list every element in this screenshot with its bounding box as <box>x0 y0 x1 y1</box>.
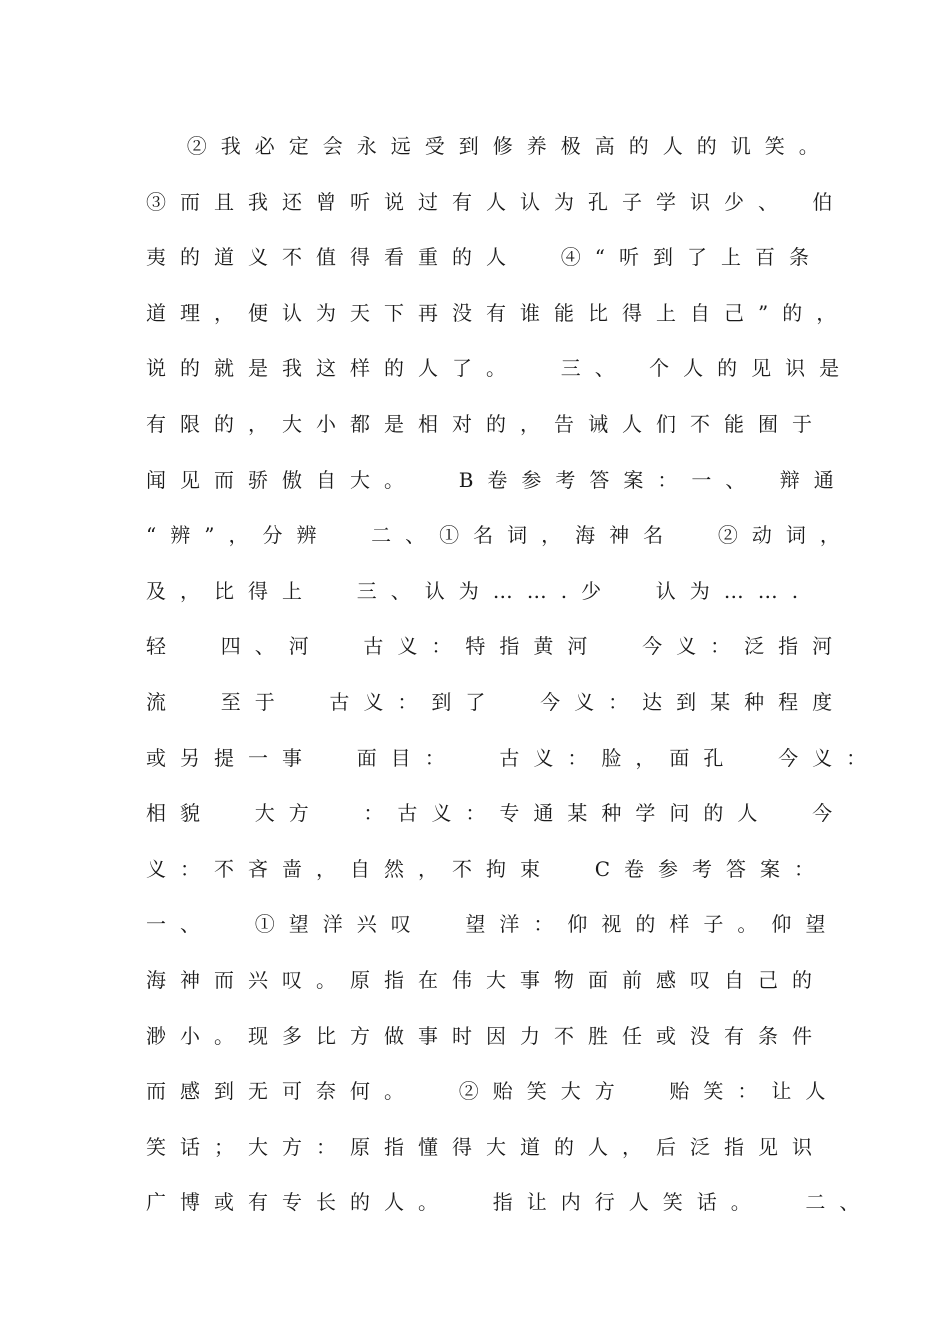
text-line: 夷的道义不值得看重的人 ④“听到了上百条 <box>146 245 823 270</box>
text-line: “辨”，分辨 二、①名词，海神名 ②动词， <box>146 523 854 548</box>
text-line: 相貌 大方 ：古义：专通某种学问的人 今 <box>146 801 847 826</box>
text-line: 笑话；大方：原指懂得大道的人，后泛指见识 <box>146 1134 826 1159</box>
text-line: 闻见而骄傲自大。 B卷参考答案：一、 辩通 <box>146 467 848 492</box>
text-line: 海神而兴叹。原指在伟大事物面前感叹自己的 <box>146 967 826 992</box>
body-text <box>146 126 881 1238</box>
text-line: ②我必定会永远受到修养极高的人的讥笑。 <box>146 134 833 158</box>
text-line: 及，比得上 三、认为…….少 认为……. <box>146 578 813 603</box>
text-line: 义：不吝啬，自然，不拘束 C卷参考答案： <box>146 856 829 881</box>
text-line: 而感到无可奈何。 ②贻笑大方 贻笑：让人 <box>146 1079 840 1104</box>
text-line: 说的就是我这样的人了。 三、 个人的见识是 <box>146 356 854 381</box>
text-line: 渺小。现多比方做事时因力不胜任或没有条件 <box>146 1023 826 1048</box>
text-line: ③而且我还曾听说过有人认为孔子学识少、 伯 <box>146 189 847 214</box>
text-line: 流 至于 古义：到了 今义：达到某种程度 <box>146 689 847 714</box>
text-line: 有限的，大小都是相对的，告诫人们不能囿于 <box>146 411 826 436</box>
text-line: 轻 四、河 古义：特指黄河 今义：泛指河 <box>146 634 847 659</box>
text-line: 道理，便认为天下再没有谁能比得上自己”的， <box>146 300 851 325</box>
text-line: 或另提一事 面目： 古义：脸，面孔 今义： <box>146 745 881 770</box>
text-line: 广博或有专长的人。 指让内行人笑话。 二、 <box>146 1190 874 1215</box>
text-line: 一、 ①望洋兴叹 望洋：仰视的样子。仰望 <box>146 912 840 937</box>
